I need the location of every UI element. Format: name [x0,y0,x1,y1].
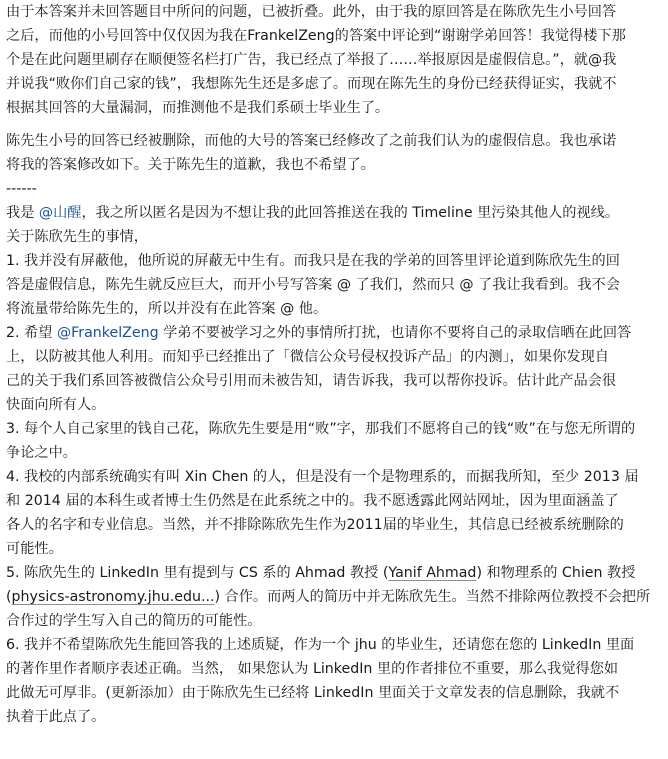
text-line [6,201,664,225]
text-line: 上，以防被其他人利用。而知乎已经推出了「微信公众号侵权投诉产品」的内测」，如果你发现自 [6,349,609,365]
text-line: 己的关于我们系回答被微信公众号引用而未被告知，请告诉我，我可以帮你投诉。估计此产品会很 [6,373,617,389]
text-line: 陈先生小号的回答已经被删除，而他的大号的答案已经修改了之前我们认为的虚假信息。我也承诺 [6,133,617,149]
text-line: 合作过的学生写入自己的简历的可能性。 [6,613,262,629]
body-paragraph [6,201,664,729]
text-line: 快面向所有人。 [6,397,106,413]
text-line: 答是虚假信息，陈先生就反应巨大，而开小号写答案 @ 了我们，然而只 @ 了我让我看到。我不会 [6,277,620,293]
text-line: 之后，而他的小号回答中仅仅因为我在FrankelZeng的答案中评论到“谢谢学弟回答！我觉得楼下那 [6,28,626,44]
item5-paren: ( [6,589,12,605]
external-link[interactable]: physics-astronomy.jhu.edu... [11,589,215,605]
text-line: 和 2014 届的本科生或者博士生仍然是在此系统之中的。我不愿透露此网站网址，因为里面涵盖了 [6,493,619,509]
text-line: 将我的答案修改如下。关于陈先生的道歉，我也不希望了。 [6,157,375,173]
text-line: 1. 我并没有屏蔽他，他所说的屏蔽无中生有。而我只是在我的学弟的回答里评论道到陈欣先生的回 [6,253,620,269]
text-line: 关于陈欣先生的事情， [6,229,148,245]
user-mention-link[interactable]: @山醒 [38,205,82,221]
identity-prefix: 我是 [6,205,39,221]
item5-middle: ) 和物理系的 Chien 教授 [476,565,636,581]
user-mention-link[interactable]: @FrankelZeng [56,325,159,341]
text-line: 争论之中。 [6,445,77,461]
text-line [6,561,664,585]
item2-prefix: 2. 希望 [6,325,57,341]
item2-suffix: 学弟不要被学习之外的事情所打扰，也请你不要将自己的录取信晒在此回答 [158,325,632,341]
text-line [6,321,664,345]
notice-paragraph [6,129,664,177]
professor-link[interactable]: Yanif Ahmad [388,565,477,581]
text-line: 6. 我并不希望陈欣先生能回答我的上述质疑，作为一个 jhu 的毕业生，还请您在您的 LinkedIn 里面 [6,637,635,653]
text-line: 将流量带给陈先生的，所以并没有在此答案 @ 他。 [6,301,328,317]
item5-prefix: 5. 陈欣先生的 LinkedIn 里有提到与 CS 系的 Ahmad 教授 ( [6,565,389,581]
text-line: 个是在此问题里刷存在顺便签名栏打广告，我已经点了举报了……举报原因是虚假信息。”，就@我 [6,52,617,68]
text-line: 根据其回答的大量漏洞，而推测他不是我们系硕士毕业生了。 [6,100,390,116]
divider-text: ------ [6,181,37,197]
identity-suffix: ，我之所以匿名是因为不想让我的此回答推送在我的 Timeline 里污染其他人的视线。 [81,205,620,221]
text-line: 由于本答案并未回答题目中所问的问题，已被折叠。此外，由于我的原回答是在陈欣先生小号回答 [6,4,617,20]
text-line: 并说我“败你们自己家的钱”，我想陈先生还是多虑了。而现在陈先生的身份已经获得证实，我就不 [6,76,617,92]
item5-suffix: ) 合作。而两人的简历中并无陈欣先生。当然不排除两位教授不会把所 [214,589,651,605]
text-line: 4. 我校的内部系统确实有叫 Xin Chen 的人，但是没有一个是物理系的，而据我所知，至少 2013 届 [6,469,639,485]
text-line: 执着于此点了。 [6,709,106,725]
text-line: 的著作里作者顺序表述正确。当然， 如果您认为 LinkedIn 里的作者排位不重要，那么我觉得您如 [6,661,619,677]
text-line: 可能性。 [6,541,63,557]
text-line: 各人的名字和专业信息。当然，并不排除陈欣先生作为2011届的毕业生，其信息已经被系统删除的 [6,517,624,533]
text-line [6,585,664,609]
intro-paragraph [6,0,664,120]
text-line: 3. 每个人自己家里的钱自己花，陈欣先生要是用“败”字，那我们不愿将自己的钱“败”在与您无所谓的 [6,421,636,437]
answer-content [6,0,664,729]
text-line: 此做无可厚非。(更新添加）由于陈欣先生已经将 LinkedIn 里面关于文章发表的信息删除，我就不 [6,685,620,701]
